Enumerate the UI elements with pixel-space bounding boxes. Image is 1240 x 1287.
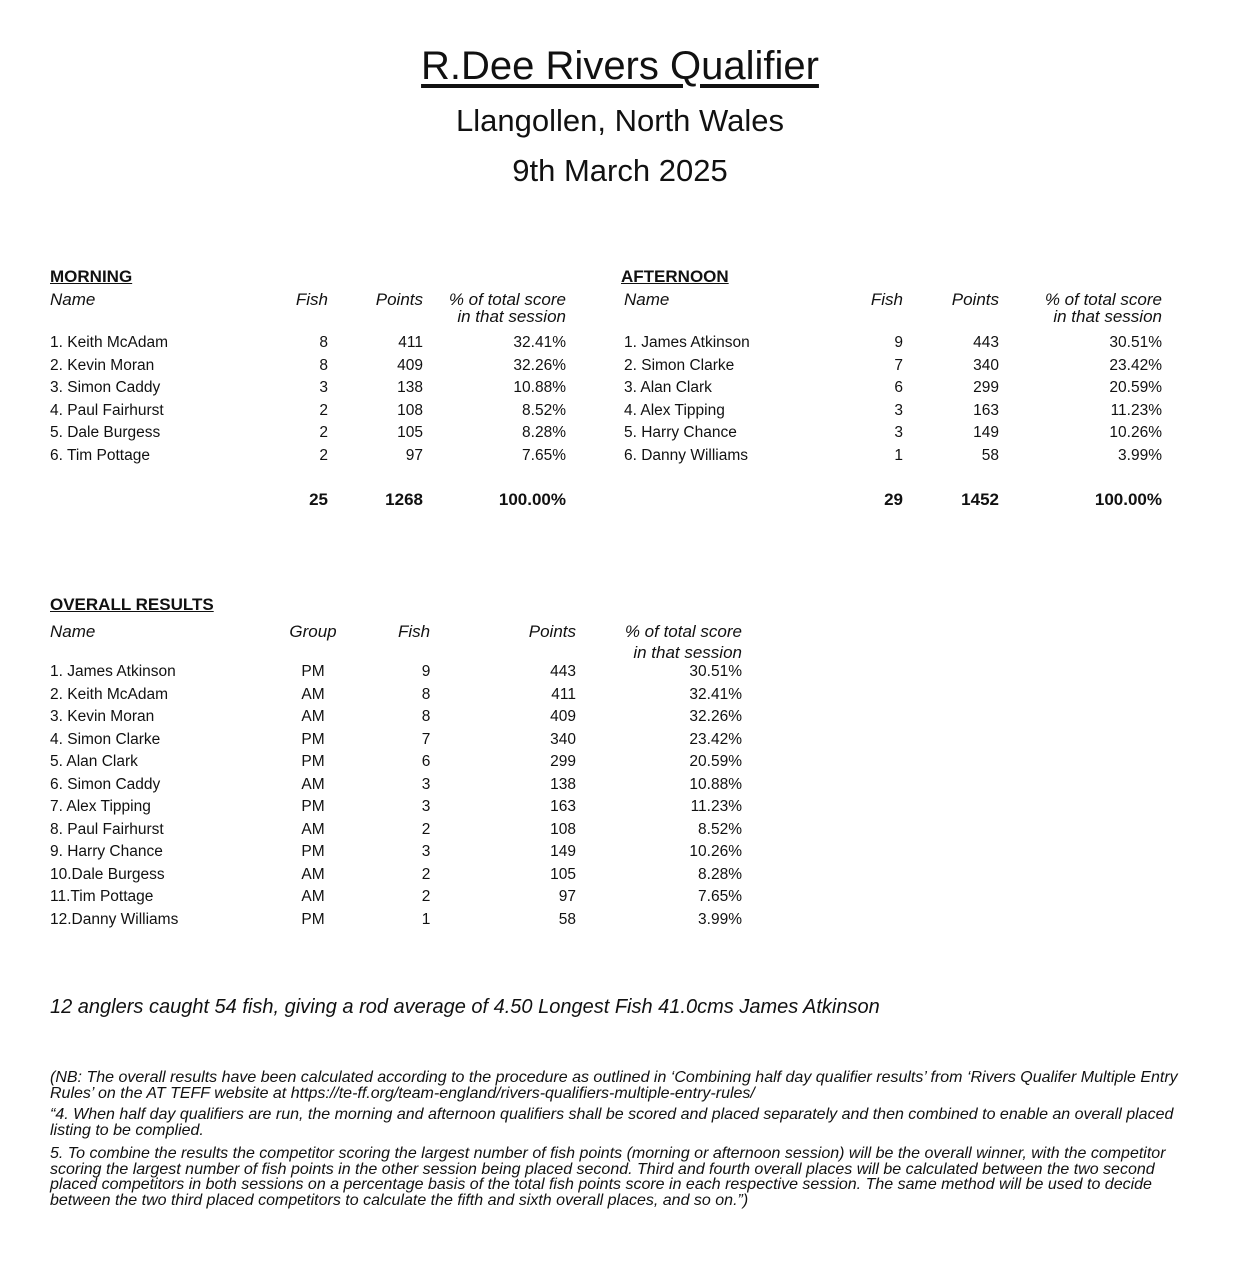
- points-value: 58: [981, 447, 999, 464]
- overall-col-name: Name: [50, 622, 96, 641]
- angler-name: 7. Alex Tipping: [50, 798, 151, 815]
- percent-value: 23.42%: [689, 730, 742, 748]
- points-value: 138: [550, 775, 576, 793]
- morning-total-pct: 100.00%: [498, 490, 566, 509]
- fish-count: 3: [421, 775, 431, 793]
- fish-count: 2: [319, 447, 328, 464]
- session-group: AM: [301, 685, 325, 703]
- points-value: 163: [973, 401, 999, 419]
- fish-count: 3: [421, 798, 431, 815]
- percent-value: 11.23%: [1110, 401, 1162, 419]
- angler-name: 1. Keith McAdam: [50, 334, 169, 351]
- session-group: AM: [301, 888, 325, 905]
- session-group: PM: [301, 730, 325, 748]
- angler-name: 9. Harry Chance: [50, 843, 163, 860]
- fish-count: 2: [421, 865, 431, 883]
- points-value: 149: [550, 843, 576, 860]
- percent-value: 10.88%: [689, 775, 742, 793]
- event-date: 9th March 2025: [512, 153, 728, 188]
- note-paragraph-3: 5. To combine the results the competitor scoring the largest number of fish points (morning or afternoon session) will be the overall winner, with the competitor scoring the largest number of fish points in the other session being placed second. Third and fourth overall places will be calculated between the two second placed competitors in both sessions on a percentage basis of the total fish points score in each respective session. The same method will be used to decide between the two third placed competitors to calculate the fifth and sixth overall places, and so on.”): [50, 1145, 1166, 1209]
- points-value: 138: [397, 379, 423, 397]
- afternoon-col-fish: Fish: [870, 290, 903, 309]
- fish-count: 2: [319, 424, 328, 442]
- angler-name: 1. James Atkinson: [624, 334, 750, 351]
- afternoon-col-points: Points: [951, 290, 999, 309]
- angler-name: 6. Simon Caddy: [50, 775, 161, 793]
- location: Llangollen, North Wales: [456, 103, 784, 138]
- percent-value: 8.28%: [698, 865, 742, 883]
- points-value: 411: [398, 334, 423, 351]
- points-value: 105: [397, 424, 423, 442]
- overall-heading: OVERALL RESULTS: [50, 595, 214, 614]
- angler-name: 11.Tim Pottage: [50, 888, 154, 905]
- percent-value: 23.42%: [1109, 356, 1162, 374]
- session-group: PM: [301, 663, 325, 680]
- percent-value: 32.41%: [689, 685, 742, 703]
- points-value: 340: [973, 356, 999, 374]
- summary-line: 12 anglers caught 54 fish, giving a rod average of 4.50 Longest Fish 41.0cms James Atkinson: [50, 996, 880, 1018]
- fish-count: 2: [421, 888, 431, 905]
- percent-value: 3.99%: [698, 910, 742, 928]
- fish-count: 2: [319, 401, 328, 419]
- percent-value: 32.26%: [689, 708, 742, 725]
- fish-count: 9: [894, 334, 903, 351]
- angler-name: 12.Danny Williams: [50, 910, 179, 928]
- points-value: 97: [405, 447, 423, 464]
- angler-name: 5. Dale Burgess: [50, 424, 161, 442]
- fish-count: 1: [421, 910, 431, 928]
- points-value: 299: [973, 379, 999, 397]
- afternoon-total-points: 1452: [961, 490, 999, 509]
- percent-value: 8.28%: [522, 424, 566, 442]
- overall-col-points: Points: [528, 622, 576, 641]
- angler-name: 4. Simon Clarke: [50, 730, 161, 748]
- percent-value: 32.26%: [513, 356, 566, 374]
- note-paragraph-1: (NB: The overall results have been calculated according to the procedure as outlined in ‘Combining half day qualifier results’ from ‘Rivers Qualifer Multiple Entry Rules’ on the AT TEFF website at https://te-ff.org/team-england/rivers-qualifiers-multiple-entry-rules/: [50, 1069, 1178, 1102]
- angler-name: 1. James Atkinson: [50, 663, 176, 680]
- session-group: PM: [301, 753, 325, 770]
- morning-col-points: Points: [375, 290, 423, 309]
- percent-value: 10.26%: [689, 843, 742, 860]
- angler-name: 2. Simon Clarke: [624, 356, 735, 374]
- overall-col-pct-line2: in that session: [633, 643, 742, 662]
- morning-col-fish: Fish: [295, 290, 328, 309]
- session-group: PM: [301, 910, 325, 928]
- points-value: 163: [550, 798, 576, 815]
- angler-name: 6. Danny Williams: [624, 447, 749, 464]
- morning-col-pct-line2: in that session: [457, 307, 566, 326]
- percent-value: 20.59%: [689, 753, 742, 770]
- angler-name: 4. Alex Tipping: [624, 401, 725, 419]
- fish-count: 8: [319, 334, 328, 351]
- session-group: AM: [301, 708, 325, 725]
- afternoon-col-pct-line2: in that session: [1053, 307, 1162, 326]
- fish-count: 8: [421, 685, 431, 703]
- angler-name: 2. Keith McAdam: [50, 685, 169, 703]
- afternoon-heading: AFTERNOON: [621, 267, 729, 286]
- points-value: 409: [550, 708, 576, 725]
- session-group: PM: [301, 843, 325, 860]
- afternoon-total-pct: 100.00%: [1094, 490, 1162, 509]
- morning-total-points: 1268: [385, 490, 423, 509]
- fish-count: 7: [894, 356, 903, 374]
- session-group: AM: [301, 820, 325, 838]
- percent-value: 11.23%: [690, 798, 742, 815]
- angler-name: 3. Alan Clark: [624, 379, 712, 397]
- session-group: PM: [301, 798, 325, 815]
- fish-count: 3: [421, 843, 431, 860]
- session-group: AM: [301, 865, 325, 883]
- fish-count: 3: [894, 424, 903, 442]
- session-group: AM: [301, 775, 325, 793]
- percent-value: 8.52%: [522, 401, 566, 419]
- points-value: 340: [550, 730, 576, 748]
- points-value: 409: [397, 356, 423, 374]
- percent-value: 20.59%: [1109, 379, 1162, 397]
- afternoon-col-pct-line1: % of total score: [1044, 290, 1162, 309]
- points-value: 105: [550, 865, 576, 883]
- percent-value: 7.65%: [698, 888, 742, 905]
- fish-count: 3: [894, 401, 903, 419]
- angler-name: 5. Alan Clark: [50, 753, 138, 770]
- overall-col-fish: Fish: [397, 622, 431, 641]
- angler-name: 4. Paul Fairhurst: [50, 401, 164, 419]
- angler-name: 3. Kevin Moran: [50, 708, 155, 725]
- morning-total-fish: 25: [309, 490, 328, 509]
- points-value: 411: [551, 685, 576, 703]
- morning-heading: MORNING: [50, 267, 133, 286]
- angler-name: 6. Tim Pottage: [50, 447, 150, 464]
- percent-value: 30.51%: [689, 663, 742, 680]
- points-value: 108: [550, 820, 576, 838]
- fish-count: 3: [319, 379, 328, 397]
- angler-name: 8. Paul Fairhurst: [50, 820, 164, 838]
- percent-value: 10.26%: [1109, 424, 1162, 442]
- percent-value: 7.65%: [522, 447, 566, 464]
- overall-col-group: Group: [289, 622, 337, 641]
- points-value: 443: [550, 663, 576, 680]
- fish-count: 6: [894, 379, 903, 397]
- afternoon-total-fish: 29: [884, 490, 903, 509]
- morning-col-name: Name: [50, 290, 96, 309]
- page-title: R.Dee Rivers Qualifier: [421, 44, 819, 88]
- note-paragraph-2: “4. When half day qualifiers are run, the morning and afternoon qualifiers shall be scored and placed separately and then combined to enable an overall placed listing to be complied.: [50, 1106, 1174, 1139]
- angler-name: 10.Dale Burgess: [50, 865, 165, 883]
- fish-count: 2: [421, 820, 431, 838]
- fish-count: 1: [894, 447, 903, 464]
- points-value: 108: [397, 401, 423, 419]
- fish-count: 8: [319, 356, 328, 374]
- angler-name: 2. Kevin Moran: [50, 356, 155, 374]
- fish-count: 9: [421, 663, 431, 680]
- angler-name: 3. Simon Caddy: [50, 379, 161, 397]
- percent-value: 8.52%: [698, 820, 742, 838]
- percent-value: 30.51%: [1109, 334, 1162, 351]
- points-value: 299: [550, 753, 576, 770]
- points-value: 443: [973, 334, 999, 351]
- percent-value: 10.88%: [513, 379, 566, 397]
- angler-name: 5. Harry Chance: [624, 424, 737, 442]
- afternoon-col-name: Name: [624, 290, 670, 309]
- points-value: 149: [973, 424, 999, 442]
- percent-value: 3.99%: [1118, 447, 1162, 464]
- points-value: 58: [558, 910, 576, 928]
- fish-count: 7: [421, 730, 431, 748]
- fish-count: 8: [421, 708, 431, 725]
- points-value: 97: [558, 888, 576, 905]
- morning-col-pct-line1: % of total score: [448, 290, 566, 309]
- percent-value: 32.41%: [513, 334, 566, 351]
- overall-col-pct-line1: % of total score: [624, 622, 742, 641]
- fish-count: 6: [421, 753, 431, 770]
